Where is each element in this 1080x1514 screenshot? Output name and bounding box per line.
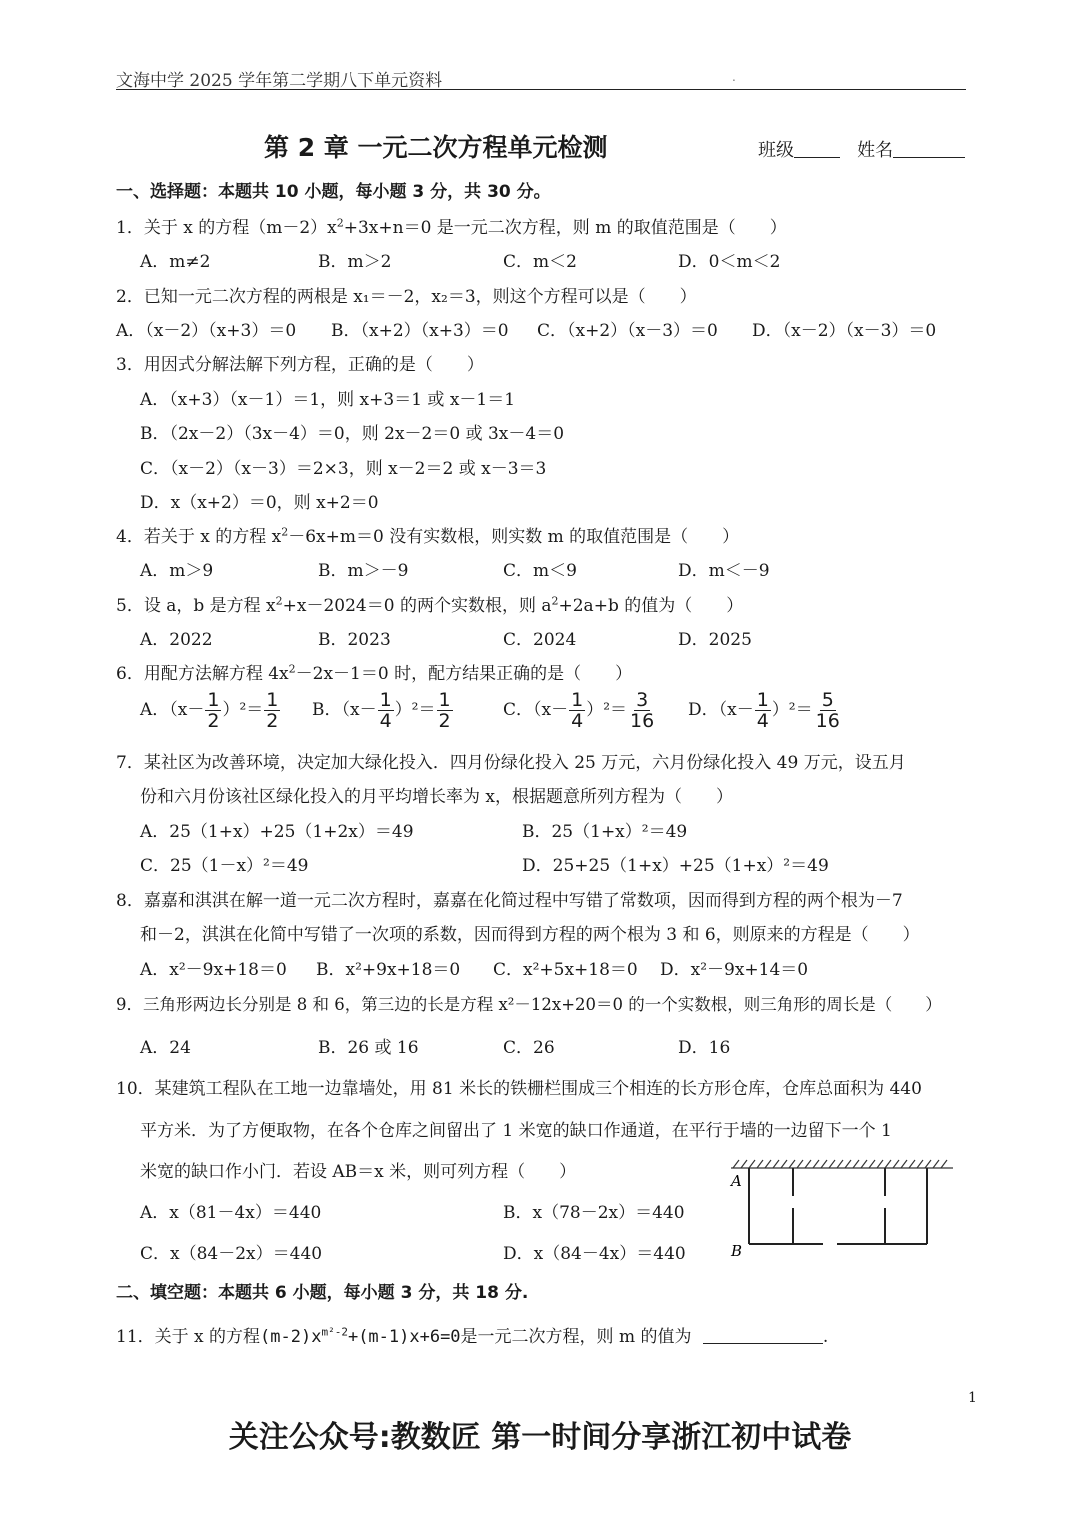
fraction: $\frac{1}{4}$ [379, 689, 392, 732]
q4-option-c: C．m＜9 [503, 561, 577, 581]
q8-option-d: D．x²－9x+14＝0 [660, 960, 809, 980]
q8-option-c: C．x²+5x+18＝0 [493, 960, 638, 980]
q10-option-c: C．x（84－2x）＝440 [140, 1244, 323, 1264]
q10-option-a: A．x（81－4x）＝440 [140, 1203, 322, 1223]
q1-stem: 1．关于 x 的方程$(m-2)x^2+3x+n=0$ 是一元二次方程，则 m 的取值范围是（ ） [116, 216, 787, 238]
q7-option-d: D．25+25（1+x）+25（1+x）²＝49 [522, 856, 829, 876]
q11-stem: 11．关于 x 的方程$(m-2)x^{m^2-2}+(m-1)x+6=0$是一元二次方程，则 m 的值为 . [116, 1325, 829, 1347]
q1-option-a: A．m≠2 [140, 252, 211, 272]
q10-option-d: D．x（84－4x）＝440 [503, 1244, 686, 1264]
q6-option-b: B．（x－ $\frac{1}{4}$ ）²＝ $\frac{1}{2}$ [312, 689, 451, 732]
q8-stem-line1: 8．嘉嘉和淇淇在解一道一元二次方程时，嘉嘉在化简过程中写错了常数项，因而得到方程的两个根为－7 [116, 891, 903, 911]
q9-option-b: B．26 或 16 [318, 1038, 419, 1058]
q8-option-a: A．x²－9x+18＝0 [140, 960, 287, 980]
section2-heading: 二、填空题：本题共 6 小题，每小题 3 分，共 18 分. [116, 1283, 529, 1303]
q7-stem-line1: 7．某社区为改善环境，决定加大绿化投入．四月份绿化投入 25 万元，六月份绿化投入 49 万元，设五月 [116, 753, 906, 773]
q2-option-b: B．（x+2）（x+3）＝0 [331, 321, 509, 341]
q3-stem: 3．用因式分解法解下列方程，正确的是（ ） [116, 355, 484, 375]
fence [749, 1168, 927, 1244]
q7-option-a: A．25（1+x）+25（1+2x）＝49 [140, 822, 414, 842]
name-label: 姓名 [857, 140, 894, 161]
label-a: A [731, 1172, 742, 1190]
class-label: 班级 [758, 140, 794, 161]
name-blank [893, 141, 965, 158]
label-b: B [731, 1242, 743, 1260]
footer-banner: 关注公众号:教数匠 第一时间分享浙江初中试卷 [228, 1420, 852, 1455]
q9-option-a: A．24 [140, 1038, 191, 1058]
q3-option-a: A．（x+3）（x－1）＝1，则 x+3＝1 或 x－1＝1 [140, 390, 516, 410]
q5-option-b: B．2023 [318, 630, 391, 650]
q10-option-b: B．x（78－2x）＝440 [503, 1203, 685, 1223]
q4-option-d: D．m＜－9 [678, 561, 770, 581]
q2-option-a: A．（x－2）（x+3）＝0 [116, 321, 297, 341]
q6-option-d: D．（x－ $\frac{1}{4}$ ）²＝ $\frac{5}{16}$ [688, 689, 840, 732]
q2-stem: 2．已知一元二次方程的两根是 x₁＝－2，x₂＝3，则这个方程可以是（ ） [116, 287, 697, 307]
q5-option-c: C．2024 [503, 630, 577, 650]
q3-option-d: D．x（x+2）＝0，则 x+2＝0 [140, 493, 379, 513]
q8-option-b: B．x²+9x+18＝0 [316, 960, 461, 980]
q4-option-a: A．m＞9 [140, 561, 214, 581]
q1-option-b: B．m＞2 [318, 252, 392, 272]
q11-answer-blank [703, 1327, 823, 1344]
q6-stem: 6．用配方法解方程 $4x^2-2x-1=0$ 时，配方结果正确的是（ ） [116, 662, 633, 684]
q5-option-d: D．2025 [678, 630, 752, 650]
q3-option-c: C．（x－2）（x－3）＝2×3，则 x－2＝2 或 x－3＝3 [140, 459, 547, 479]
fraction: $\frac{1}{2}$ [266, 689, 279, 732]
q9-option-d: D．16 [678, 1038, 731, 1058]
q11-equation: $(m-2)x^{m^2-2}+(m-1)x+6=0$ [260, 1325, 461, 1347]
fraction: $\frac{1}{2}$ [207, 689, 220, 732]
page-number: 1 [968, 1390, 977, 1406]
class-blank [794, 141, 840, 158]
fraction: $\frac{1}{4}$ [756, 689, 769, 732]
q2-option-c: C．（x+2）（x－3）＝0 [537, 321, 718, 341]
fraction: $\frac{5}{16}$ [815, 689, 840, 732]
wall-hatching [731, 1160, 953, 1168]
q4-stem: 4．若关于 x 的方程 $x^2-6x+m=0$ 没有实数根，则实数 m 的取值范围是（ ） [116, 525, 740, 547]
q1-option-d: D．0＜m＜2 [678, 252, 781, 272]
q3-option-b: B．（2x－2）（3x－4）＝0，则 2x－2＝0 或 3x－4＝0 [140, 424, 565, 444]
q7-stem-line2: 份和六月份该社区绿化投入的月平均增长率为 x，根据题意所列方程为（ ） [140, 787, 733, 807]
q10-stem-line1: 10．某建筑工程队在工地一边靠墙处，用 81 米长的铁栅栏围成三个相连的长方形仓库，仓库总面积为 440 [116, 1079, 922, 1099]
header-dot: . [732, 70, 736, 84]
q6-option-c: C．（x－ $\frac{1}{4}$ ）²＝ $\frac{3}{16}$ [503, 689, 655, 732]
q5-stem: 5．设 a，b 是方程 $x^2+x-2024=0$ 的两个实数根，则 $a^2+2a+b$ 的值为（ ） [116, 594, 744, 616]
q7-option-c: C．25（1－x）²＝49 [140, 856, 309, 876]
section1-heading: 一、选择题：本题共 10 小题，每小题 3 分，共 30 分。 [116, 182, 551, 202]
fraction: $\frac{1}{2}$ [438, 689, 451, 732]
header-rule [116, 89, 966, 90]
student-info [758, 136, 965, 162]
page-title: 第 2 章 一元二次方程单元检测 [264, 133, 608, 162]
q9-option-c: C．26 [503, 1038, 555, 1058]
q7-option-b: B．25（1+x）²＝49 [522, 822, 688, 842]
q10-stem-line2: 平方米．为了方便取物，在各个仓库之间留出了 1 米宽的缺口作通道，在平行于墙的一边留下一个 1 [140, 1121, 892, 1141]
q6-option-a: A．（x－ $\frac{1}{2}$ ）²＝ $\frac{1}{2}$ [140, 689, 279, 732]
fraction: $\frac{1}{4}$ [571, 689, 584, 732]
q1-option-c: C．m＜2 [503, 252, 577, 272]
q2-option-d: D．（x－2）（x－3）＝0 [752, 321, 937, 341]
q5-option-a: A．2022 [140, 630, 213, 650]
warehouse-diagram [725, 1150, 957, 1262]
q4-option-b: B．m＞－9 [318, 561, 409, 581]
q10-stem-line3: 米宽的缺口作小门．若设 AB＝x 米，则可列方程（ ） [140, 1162, 577, 1182]
q9-stem: 9．三角形两边长分别是 8 和 6，第三边的长是方程 x²－12x+20＝0 的一个实数根，则三角形的周长是（ ） [116, 995, 942, 1014]
fraction: $\frac{3}{16}$ [630, 689, 655, 732]
q8-stem-line2: 和－2，淇淇在化简中写错了一次项的系数，因而得到方程的两个根为 3 和 6，则原来的方程是（ ） [140, 925, 920, 945]
header-school: 文海中学 2025 学年第二学期八下单元资料 [116, 71, 443, 91]
